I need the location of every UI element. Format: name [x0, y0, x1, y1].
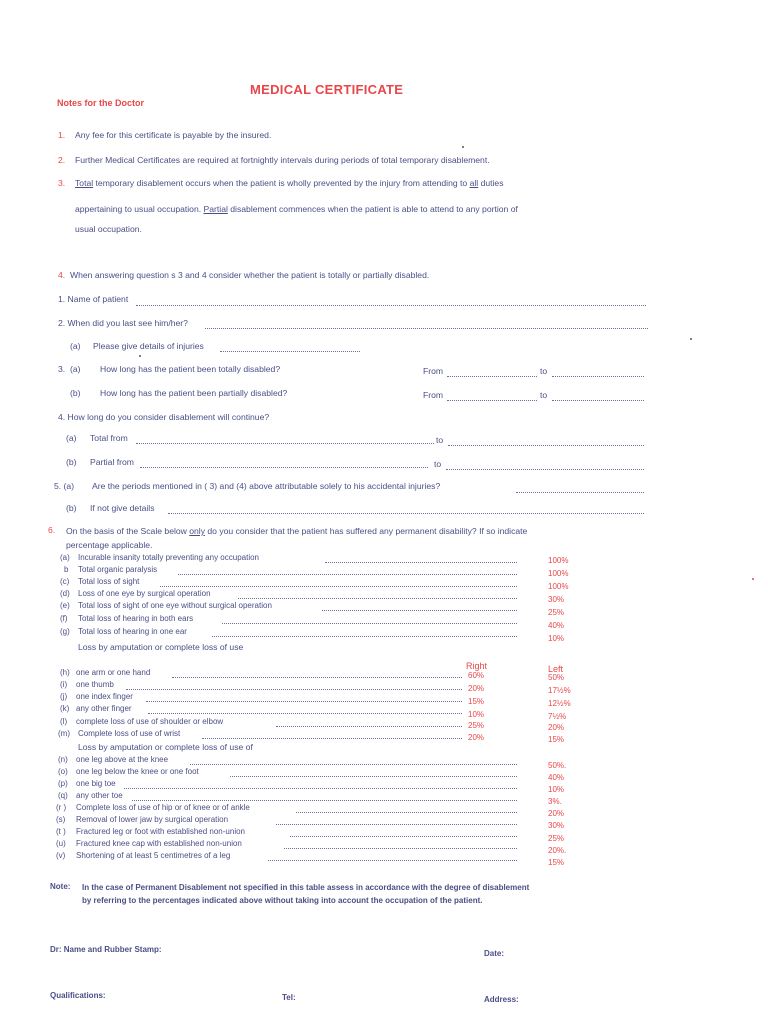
q6-line1: On the basis of the Scale below only do you consider that the patient has suffered any permanent disability? If so indicate [66, 526, 528, 536]
q3b-to-label: to [540, 390, 548, 400]
scale-c-label: (n) [58, 755, 68, 764]
address-label: Address: [484, 995, 519, 1004]
scale-b-leader [148, 713, 462, 714]
scale-c-value: 15% [548, 858, 565, 867]
q5b-marker: (b) [66, 503, 77, 513]
q3b-marker: (b) [70, 388, 81, 398]
tel-label: Tel: [282, 993, 296, 1002]
scale-b-text: Complete loss of use of wrist [78, 729, 181, 738]
note-2-text: Further Medical Certificates are required at fortnightly intervals during periods of total temporary disablement. [75, 155, 490, 165]
amputation-heading-1: Loss by amputation or complete loss of use [78, 642, 244, 652]
q2-answer-line[interactable] [205, 328, 648, 329]
scale-c-label: (v) [56, 851, 66, 860]
q2-label: 2. When did you last see him/her? [58, 318, 188, 328]
scale-a-leader [238, 598, 517, 599]
scale-a-label: b [64, 565, 69, 574]
scale-c-text: Fractured leg or foot with established non-union [76, 827, 245, 836]
scale-b-label: (m) [58, 729, 70, 738]
scale-c-leader [290, 836, 517, 837]
scale-c-leader [190, 764, 517, 765]
date-label: Date: [484, 949, 505, 958]
scale-a-text: Loss of one eye by surgical operation [78, 589, 211, 598]
scale-a-label: (g) [60, 627, 70, 636]
scale-c-value: 20%. [548, 846, 567, 855]
scan-speck [139, 355, 141, 357]
q4b-label: Partial from [90, 457, 134, 467]
scale-b-text: one thumb [76, 680, 114, 689]
scale-b-label: (k) [60, 704, 70, 713]
scale-b-right-value: 60% [468, 671, 485, 680]
scan-speck [462, 146, 464, 148]
scale-b-text: complete loss of use of shoulder or elbow [76, 717, 224, 726]
scale-a-text: Total organic paralysis [78, 565, 158, 574]
scale-b-left-value: 7½% [548, 712, 567, 721]
note-3-number: 3. [58, 178, 66, 188]
scale-c-text: one leg above at the knee [76, 755, 169, 764]
q5b-label: If not give details [90, 503, 155, 513]
scale-c-label: (p) [58, 779, 68, 788]
scale-a-value: 40% [548, 621, 565, 630]
total-word: Total [75, 178, 94, 188]
scale-b-leader [126, 689, 462, 690]
scale-b-text: one arm or one hand [76, 668, 151, 677]
note-line-2: by referring to the percentages indicated above without taking into account the occupation of the patient. [82, 896, 483, 905]
scale-c-leader [230, 776, 517, 777]
scale-b-leader [172, 677, 462, 678]
scale-c-leader [268, 860, 517, 861]
q2a-marker: (a) [70, 341, 81, 351]
doctor-name-stamp-label: Dr: Name and Rubber Stamp: [50, 945, 162, 954]
q5-marker: 5. (a) [54, 481, 75, 491]
note-2-number: 2. [58, 155, 66, 165]
scale-c-label: (u) [56, 839, 66, 848]
scale-a-value: 100% [548, 582, 569, 591]
scale-b-label: (h) [60, 668, 70, 677]
scale-c-text: Shortening of at least 5 centimetres of a leg [76, 851, 231, 860]
scale-c-label: (r ) [56, 803, 67, 812]
q4-label: 4. How long do you consider disablement will continue? [58, 412, 270, 422]
scale-c-leader [284, 848, 517, 849]
scale-c-label: (q) [58, 791, 68, 800]
q3b-from-label: From [423, 390, 444, 400]
note-3-line3: usual occupation. [75, 224, 142, 234]
scale-c-label: (t ) [56, 827, 66, 836]
scale-c-text: any other toe [76, 791, 123, 800]
scale-b-leader [276, 726, 462, 727]
q6-number: 6. [48, 525, 56, 535]
q4b-to-label: to [434, 459, 442, 469]
note-1-number: 1. [58, 130, 66, 140]
scale-a-label: (d) [60, 589, 70, 598]
notes-heading: Notes for the Doctor [57, 98, 145, 108]
q1-label: 1. Name of patient [58, 294, 129, 304]
scale-a-text: Total loss of sight [78, 577, 140, 586]
scale-c-text: Fractured knee cap with established non-union [76, 839, 242, 848]
scale-a-leader [178, 574, 517, 575]
scale-a-value: 30% [548, 595, 565, 604]
all-word: all [469, 178, 479, 188]
q2a-label: Please give details of injuries [93, 341, 204, 351]
scale-b-label: (j) [60, 692, 68, 701]
scale-a-text: Total loss of hearing in one ear [78, 627, 187, 636]
partial-word: Partial [203, 204, 228, 214]
q6-line2: percentage applicable. [66, 540, 153, 550]
scale-b-label: (i) [60, 680, 68, 689]
note-4-number: 4. [58, 270, 66, 280]
amputation-heading-2: Loss by amputation or complete loss of use of [78, 742, 253, 752]
scale-a-leader [212, 636, 517, 637]
q4a-to-label: to [436, 435, 444, 445]
note-3-line1: Total temporary disablement occurs when the patient is wholly prevented by the injury from attending to all duties [75, 178, 504, 188]
q3a-to-label: to [540, 366, 548, 376]
page-title: MEDICAL CERTIFICATE [250, 82, 404, 97]
q4b-to-field[interactable] [446, 469, 644, 470]
scale-c-value: 3%. [548, 797, 562, 806]
scale-b-text: any other finger [76, 704, 132, 713]
scale-a-leader [325, 562, 517, 563]
qualifications-label: Qualifications: [50, 991, 106, 1000]
scale-a-text: Total loss of hearing in both ears [78, 614, 194, 623]
q4b-from-field[interactable] [140, 467, 428, 468]
only-word: only [189, 526, 206, 536]
scale-b-left-value: 17½% [548, 686, 571, 695]
scale-b-left-value: 50% [548, 673, 565, 682]
right-column-header: Right [466, 661, 488, 671]
q4a-to-field[interactable] [448, 445, 644, 446]
scale-a-leader [322, 610, 517, 611]
q4a-from-field[interactable] [136, 443, 434, 444]
scale-c-leader [132, 800, 517, 801]
scan-speck [690, 338, 692, 340]
q3a-to-field[interactable] [552, 376, 644, 377]
scale-c-value: 30% [548, 821, 565, 830]
scale-a-label: (e) [60, 601, 70, 610]
q3b-to-field[interactable] [552, 400, 644, 401]
q4a-marker: (a) [66, 433, 77, 443]
scale-a-leader [222, 623, 517, 624]
scale-a-value: 100% [548, 556, 569, 565]
q4a-label: Total from [90, 433, 128, 443]
note-1-text: Any fee for this certificate is payable by the insured. [75, 130, 272, 140]
scale-c-label: (o) [58, 767, 68, 776]
q5-label: Are the periods mentioned in ( 3) and (4) above attributable solely to his accidental injuries? [92, 481, 441, 491]
scale-a-text: Total loss of sight of one eye without surgical operation [78, 601, 272, 610]
scale-a-text: Incurable insanity totally preventing any occupation [78, 553, 259, 562]
scale-c-text: one big toe [76, 779, 116, 788]
scale-b-right-value: 10% [468, 710, 485, 719]
q4b-marker: (b) [66, 457, 77, 467]
q3a-marker: (a) [70, 364, 81, 374]
scale-a-label: (c) [60, 577, 70, 586]
scale-a-label: (f) [60, 614, 68, 623]
scale-a-label: (a) [60, 553, 70, 562]
scale-c-text: Removal of lower jaw by surgical operation [76, 815, 229, 824]
q3a-from-field[interactable] [447, 376, 537, 377]
scale-b-leader [146, 701, 462, 702]
note-label: Note: [50, 882, 71, 891]
note-line-1: In the case of Permanent Disablement not specified in this table assess in accordance with the degree of disablement [82, 883, 530, 892]
scale-c-label: (s) [56, 815, 66, 824]
q3a-label: How long has the patient been totally disabled? [100, 364, 281, 374]
scale-b-left-value: 15% [548, 735, 565, 744]
note-4-text: When answering question s 3 and 4 consider whether the patient is totally or partially disabled. [70, 270, 430, 280]
scale-b-text: one index finger [76, 692, 133, 701]
q3-number: 3. [58, 364, 66, 374]
q3b-from-field[interactable] [447, 400, 537, 401]
q5b-answer-line[interactable] [168, 513, 644, 514]
scale-b-label: (l) [60, 717, 68, 726]
scale-b-right-value: 20% [468, 684, 485, 693]
scale-b-leader [202, 738, 462, 739]
q5-answer-line[interactable] [516, 492, 644, 493]
scale-c-value: 25% [548, 834, 565, 843]
scale-c-leader [124, 788, 517, 789]
scale-c-leader [296, 812, 517, 813]
scan-speck [752, 578, 754, 580]
q3a-from-label: From [423, 366, 444, 376]
scale-c-value: 10% [548, 785, 565, 794]
scale-a-value: 10% [548, 634, 565, 643]
note-3-line2: appertaining to usual occupation. Partial disablement commences when the patient is able to attend to any portion of [75, 204, 518, 214]
scale-a-value: 100% [548, 569, 569, 578]
scale-c-text: one leg below the knee or one foot [76, 767, 199, 776]
scale-c-value: 20% [548, 809, 565, 818]
q2a-answer-line[interactable] [220, 351, 360, 352]
scale-b-left-value: 20% [548, 723, 565, 732]
q3b-label: How long has the patient been partially disabled? [100, 388, 288, 398]
scale-b-right-value: 20% [468, 733, 485, 742]
scale-b-right-value: 15% [468, 697, 485, 706]
scale-a-leader [160, 586, 517, 587]
scale-c-value: 50%. [548, 761, 567, 770]
scale-c-text: Complete loss of use of hip or of knee or of ankle [76, 803, 250, 812]
scale-c-value: 40% [548, 773, 565, 782]
scale-a-value: 25% [548, 608, 565, 617]
q1-answer-line[interactable] [136, 305, 646, 306]
left-column-header: Left [548, 664, 564, 674]
scale-b-left-value: 12½% [548, 699, 571, 708]
scale-c-leader [276, 824, 517, 825]
scale-b-right-value: 25% [468, 721, 485, 730]
